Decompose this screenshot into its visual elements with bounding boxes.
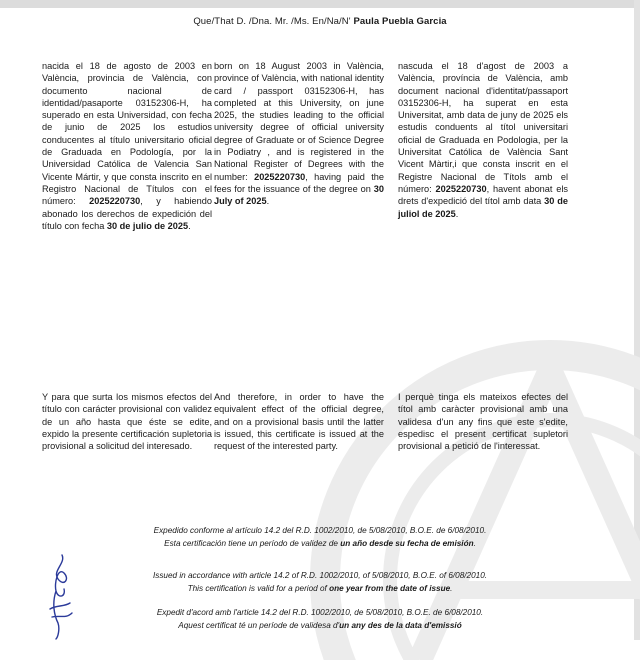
text: Aquest certificat té un període de validesa d' xyxy=(178,621,340,630)
legal-validity-line xyxy=(0,619,640,632)
text: . xyxy=(266,196,270,207)
payment-date: 30 de julio de 2025 xyxy=(106,220,189,231)
legal-validity-line xyxy=(0,582,640,595)
text: , having paid the fees for the issuance of the degree on xyxy=(214,171,384,194)
paragraph-spanish-closing: Y para que surta los mismos efectos del título con carácter provisional con validez de un año hasta que éste se edite, expido la presente certificación supletoria provisional a solicitud del interesado. xyxy=(42,392,212,452)
payment-date: 30 July of 2025 xyxy=(214,183,384,207)
registry-number: 2025220730 xyxy=(254,171,306,182)
text: nacida el 18 de agosto de 2003 en València, provincia de València, con documento nacional de identidad/pasaporte 03152306-H, ha superado en esta Universidad, con fecha de junio de 2025 los estudios conducentes al título universitario oficial de Graduada en Podología, por la Universidad Católica de Valencia San Vicente Mártir, y que consta inscrito en el Registro Nacional de Títulos con el número: xyxy=(42,61,212,207)
paragraph-english-main xyxy=(214,60,384,208)
legal-note-spanish xyxy=(0,524,640,550)
paragraph-valencian-main xyxy=(398,60,568,220)
text: . xyxy=(455,208,459,219)
validity-period: un any des de la data d'emissió xyxy=(339,621,462,630)
text: . xyxy=(188,220,191,231)
legal-note-valencian xyxy=(0,606,640,632)
registry-number: 2025220730 xyxy=(89,196,141,207)
validity-period: one year from the date of issue xyxy=(329,584,451,593)
text: , havent abonat els drets d'expedició del títol amb data xyxy=(398,183,568,207)
text: nascuda el 18 d'agost de 2003 a València, província de València, amb document nacional d'identitat/passaport 03152306-H, ha superat en esta Universitat, amb data de juny de 2025 els estudis conduents al títol universitari oficial de Graduada en Podologia, per la Universitat Católica de València Sant Vicent Màrtir,i que consta inscrit en el Registre Nacional de Títols amb el número: xyxy=(398,61,568,194)
legal-line: Expedido conforme al artículo 14.2 del R.D. 1002/2010, de 5/08/2010, B.O.E. de 6/08/2010. xyxy=(153,526,487,535)
registry-number: 2025220730 xyxy=(435,183,487,194)
handwritten-signature xyxy=(42,553,82,640)
payment-date: 30 de juliol de 2025 xyxy=(398,196,568,219)
validity-period: un año desde su fecha de emisión xyxy=(340,539,474,548)
text: , y habiendo abonado los derechos de expedición del título con fecha xyxy=(42,196,212,231)
top-edge-bar xyxy=(0,0,640,8)
paragraph-valencian-closing: I perquè tinga els mateixos efectes del títol amb caràcter provisional amb una validesa d'un any fins que este s'edite, espedisc el present certificat supletori provisional a petició de l'interessat. xyxy=(398,392,568,452)
legal-line: Expedit d'acord amb l'article 14.2 del R.D. 1002/2010, de 5/08/2010, B.O.E. de 6/08/2010. xyxy=(156,608,484,617)
legal-line: Issued in accordance with article 14.2 of R.D. 1002/2010, of 5/08/2010, B.O.E. of 6/08/2010. xyxy=(152,571,488,580)
text: . xyxy=(473,539,476,548)
recipient-name: Paula Puebla Garcia xyxy=(353,16,447,27)
legal-validity-line xyxy=(0,537,640,550)
text: Esta certificación tiene un período de validez de xyxy=(164,539,341,548)
paragraph-spanish-main xyxy=(42,60,212,232)
certificate-header xyxy=(0,16,640,27)
text: This certification is valid for a period of xyxy=(187,584,330,593)
text: . xyxy=(450,584,453,593)
legal-note-english xyxy=(0,569,640,595)
header-prefix: Que/That D. /Dna. Mr. /Ms. En/Na/N' xyxy=(193,16,351,27)
paragraph-english-closing: And therefore, in order to have the equivalent effect of the official degree, and on a provisional basis until the latter is issued, this certificate is issued at the request of the interested party. xyxy=(214,392,384,452)
text: born on 18 August 2003 in València, province of València, with national identity card / passport 03152306-H, has completed at this University, on june 2025, the studies leading to the official university degree of official university degree of Graduate or of Science Degree in Podiatry , and is registered in the National Register of Degrees with the number: xyxy=(214,61,384,182)
